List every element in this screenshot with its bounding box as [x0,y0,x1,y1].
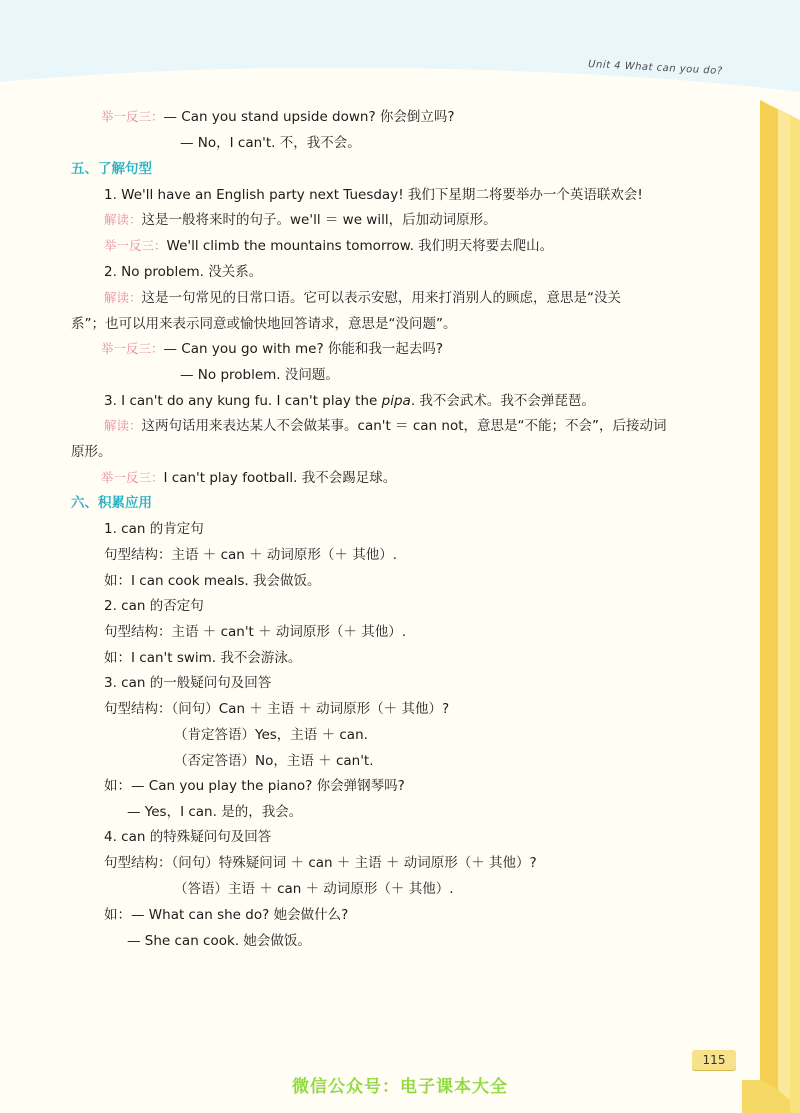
structure-answer-line: （否定答语）No，主语 ＋ can't. [174,753,374,769]
grammar-subheading: 4. can 的特殊疑问句及回答 [104,829,272,845]
example-label: 举一反三： [101,470,164,485]
example-label: 举一反三： [101,109,164,124]
example-sentence: 如：I can't swim. 我不会游泳。 [104,650,302,666]
example-answer: — Yes，I can. 是的，我会。 [127,804,303,820]
example-line [104,237,553,255]
example-sentence: 如：— What can she do? 她会做什么? [104,907,349,923]
example-answer: — No problem. 没问题。 [180,367,339,383]
structure-line: 句型结构：（问句）Can ＋ 主语 ＋ 动词原形（＋ 其他）? [104,701,450,717]
unit-header: Unit 4 What can you do? [587,58,723,77]
example-line [101,108,455,126]
explanation-text: 这两句话用来表达某人不会做某事。can't ＝ can not，意思是“不能；不会”，后接动词 [141,418,667,434]
explanation-continuation: 系”；也可以用来表示同意或愉快地回答请求，意思是“没问题”。 [71,316,457,332]
example-answer: — No，I can't. 不，我不会。 [180,135,361,151]
sentence-item: 2. No problem. 没关系。 [104,264,263,280]
watermark: 微信公众号：电子课本大全 [292,1077,508,1097]
example-line [101,469,396,487]
explanation-text: 这是一句常见的日常口语。它可以表示安慰，用来打消别人的顾虑，意思是“没关 [141,290,622,306]
grammar-subheading: 1. can 的肯定句 [104,521,204,537]
structure-line: 句型结构：（问句）特殊疑问词 ＋ can ＋ 主语 ＋ 动词原形（＋ 其他）? [104,855,537,871]
example-sentence: 如：I can cook meals. 我会做饭。 [104,573,321,589]
example-line [101,340,443,358]
example-sentence: 如：— Can you play the piano? 你会弹钢琴吗? [104,778,405,794]
grammar-subheading: 3. can 的一般疑问句及回答 [104,675,272,691]
example-text: — Can you stand upside down? 你会倒立吗? [163,109,455,125]
explanation-continuation: 原形。 [71,444,112,460]
example-label: 举一反三： [104,238,167,253]
page-number: 115 [692,1050,736,1070]
explanation-label: 解读： [104,290,142,305]
example-answer: — She can cook. 她会做饭。 [127,933,311,949]
example-text: I can't play football. 我不会踢足球。 [163,470,397,486]
explanation-line [104,211,497,229]
explanation-line [104,289,621,307]
sentence-italic-word: pipa [381,393,411,409]
sentence-item [104,392,595,410]
sentence-item: 1. We'll have an English party next Tuesday! 我们下星期二将要举办一个英语联欢会! [104,187,643,203]
structure-answer-line: （答语）主语 ＋ can ＋ 动词原形（＋ 其他）. [174,881,454,897]
structure-line: 句型结构：主语 ＋ can ＋ 动词原形（＋ 其他）. [104,547,397,563]
section-heading-5: 五、了解句型 [71,161,152,177]
structure-line: 句型结构：主语 ＋ can't ＋ 动词原形（＋ 其他）. [104,624,407,640]
explanation-line [104,417,667,435]
explanation-text: 这是一般将来时的句子。we'll ＝ we will，后加动词原形。 [141,212,497,228]
explanation-label: 解读： [104,212,142,227]
example-label: 举一反三： [101,341,164,356]
explanation-label: 解读： [104,418,142,433]
sentence-text: 3. I can't do any kung fu. I can't play the [104,393,382,409]
section-heading-6: 六、积累应用 [71,495,152,511]
example-text: We'll climb the mountains tomorrow. 我们明天将要去爬山。 [166,238,554,254]
example-text: — Can you go with me? 你能和我一起去吗? [163,341,444,357]
sentence-text: . 我不会武术。我不会弹琵琶。 [410,393,595,409]
structure-answer-line: （肯定答语）Yes，主语 ＋ can. [174,727,368,743]
grammar-subheading: 2. can 的否定句 [104,598,204,614]
